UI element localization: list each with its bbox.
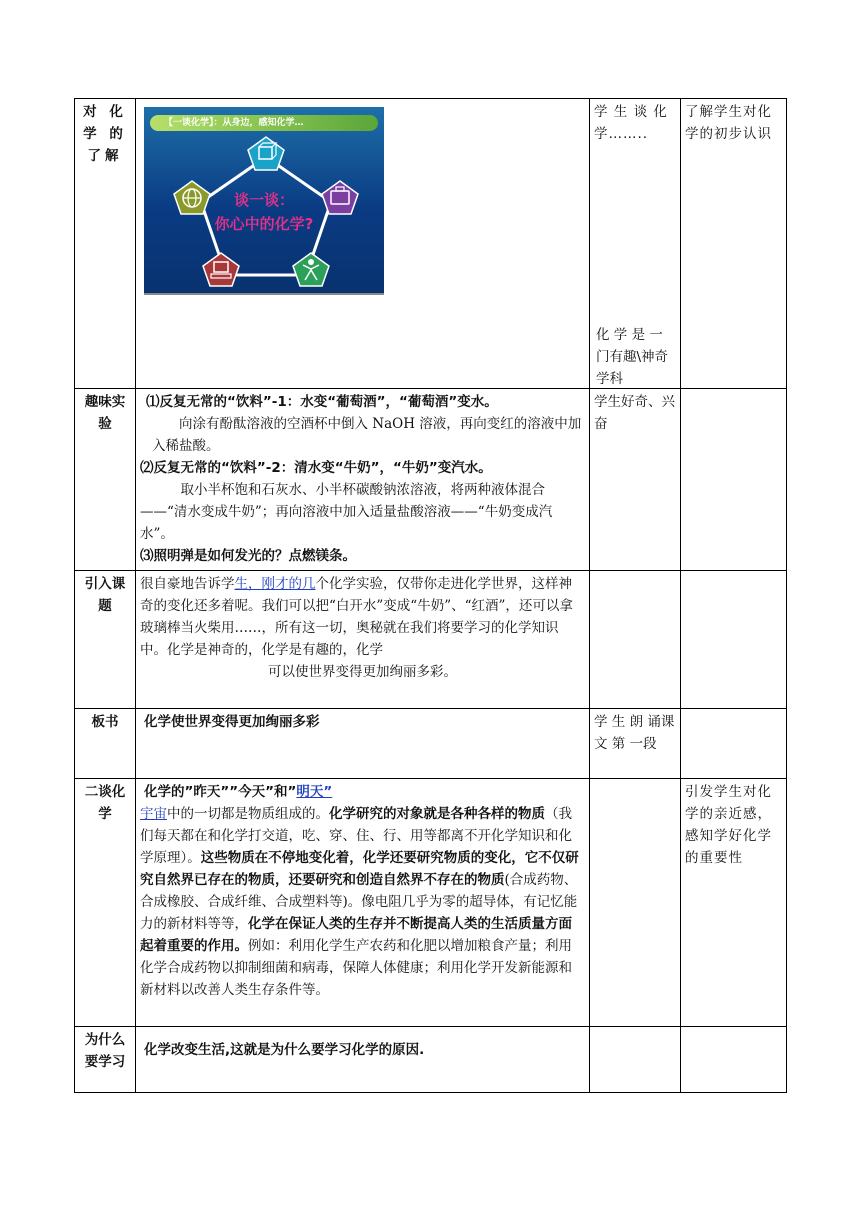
- design-purpose-cell: [681, 99, 787, 389]
- second-talk-seg5: (合成药物、合成橡胶、合成纤维、合成塑料等)。像电阻几乎为零的超导体，有记忆能力的新材料等等，: [140, 872, 578, 932]
- intro-text-a: 很自豪地告诉学: [140, 576, 235, 592]
- student-activity-cell: [590, 571, 681, 709]
- second-talk-title-link[interactable]: 明天”: [296, 784, 333, 800]
- experiment-cell: [136, 389, 590, 571]
- table-row: [75, 709, 787, 779]
- table-row: [75, 389, 787, 571]
- row-label: [75, 99, 136, 389]
- intro-paragraph: [140, 573, 585, 661]
- row-label-text: 对 化学 的了解: [83, 104, 127, 164]
- slide-image: [144, 107, 384, 295]
- student-activity-top: 学 生 谈 化学……..: [594, 104, 668, 142]
- second-talk-title-text: 化学的”昨天””今天”和”: [144, 784, 297, 800]
- row-label: [75, 779, 136, 1027]
- student-activity-text: 学生好奇、兴奋: [594, 394, 675, 432]
- blackboard-cell: [136, 709, 590, 779]
- student-activity-cell: [590, 1027, 681, 1093]
- slide-title-line2: 你心中的化学?: [214, 215, 314, 233]
- design-purpose-cell: [681, 709, 787, 779]
- table-row: [75, 1027, 787, 1093]
- design-purpose-cell: [681, 1027, 787, 1093]
- why-learn-cell: [136, 1027, 590, 1093]
- universe-link[interactable]: 宇宙: [140, 806, 167, 822]
- why-learn-text: 化学改变生活,这就是为什么要学习化学的原因.: [144, 1042, 425, 1058]
- second-talk-seg7: 例如：利用化学生产农药和化肥以增加粮食产量；利用化学合成药物以抑制细菌和病毒，保障人体健康；利用化学开发新能源和新材料以改善人类生存条件等。: [140, 938, 572, 998]
- student-activity-cell: [590, 99, 681, 389]
- experiment-2-body: 取小半杯饱和石灰水、小半杯碳酸钠浓溶液，将两种液体混合——“清水变成牛奶”；再向溶液中加入适量盐酸溶液——“牛奶变成汽水”。: [140, 482, 553, 542]
- row-label-text: 二谈化学: [84, 784, 126, 822]
- row-label: [75, 389, 136, 571]
- row-label-text: 板书: [91, 714, 119, 730]
- student-activity-cell: [590, 779, 681, 1027]
- lesson-plan-table: [74, 98, 787, 1093]
- student-activity-cell: [590, 389, 681, 571]
- student-activity-bottom: 化 学 是 一门有趣\神奇学科: [596, 327, 669, 387]
- intro-cell: [136, 571, 590, 709]
- row-label-text: 趣味实验: [84, 394, 126, 432]
- person-icon: [293, 253, 329, 286]
- design-purpose-text: 了解学生对化学的初步认识: [685, 104, 772, 142]
- table-row: [75, 571, 787, 709]
- cube-icon: [248, 137, 284, 170]
- second-talk-seg2: 化学研究的对象就是各种各样的物质: [329, 806, 545, 822]
- student-activity-text: 学 生 朗 诵课 文 第 一段: [594, 714, 675, 752]
- experiment-3-title: ⑶照明弹是如何发光的？点燃镁条。: [140, 548, 356, 564]
- second-talk-paragraph: [140, 803, 585, 1001]
- design-purpose-cell: [681, 571, 787, 709]
- slide-cell: [136, 99, 590, 389]
- intro-link[interactable]: 生，刚才的几: [234, 576, 316, 592]
- second-talk-seg6: 化学在保证人类的生存并不断提高人类的生活质量方面起着重要的作用。: [140, 916, 572, 954]
- slide-title-line1: 谈一谈：: [233, 191, 294, 209]
- design-purpose-text: 引发学生对化学的亲近感，感知学好化学的重要性: [685, 784, 772, 866]
- intro-text-c: 可以使世界变得更加绚丽多彩。: [268, 664, 457, 680]
- computer-icon: [203, 253, 239, 286]
- second-talk-seg1: 中的一切都是物质组成的。: [167, 806, 329, 822]
- row-label: [75, 571, 136, 709]
- row-label-text: 引入课题: [84, 576, 126, 614]
- row-label-text: 为什么要学习: [84, 1032, 126, 1070]
- intro-text-b: 个化学实验，仅带你走进化学世界，这样神奇的变化还多着呢。我们可以把“白开水”变成“牛奶”、“红酒”，还可以拿玻璃棒当火柴用……，所有这一切，奥秘就在我们将要学习的化学知识中。化学是神奇的，化学是有趣的，化学: [140, 576, 573, 658]
- design-purpose-cell: [681, 779, 787, 1027]
- second-talk-cell: [136, 779, 590, 1027]
- blackboard-text: 化学使世界变得更加绚丽多彩: [144, 714, 320, 730]
- row-label: [75, 709, 136, 779]
- second-talk-title: [140, 781, 585, 803]
- table-row: [75, 779, 787, 1027]
- student-activity-cell: [590, 709, 681, 779]
- table-row: [75, 99, 787, 389]
- design-purpose-cell: [681, 389, 787, 571]
- second-talk-seg3: （我们每天都在和化学打交道，吃、穿、住、行、用等都离不开化学知识和化学原理）。: [140, 806, 572, 866]
- slide-header-text: 【一谈化学】：从身边，感知化学…: [164, 118, 304, 128]
- row-label: [75, 1027, 136, 1093]
- experiment-1-body: 向涂有酚酞溶液的空酒杯中倒入 NaOH 溶液，再向变红的溶液中加入稀盐酸。: [152, 416, 582, 454]
- experiment-2-title: ⑵反复无常的“饮料”-2：清水变“牛奶”，“牛奶”变汽水。: [140, 460, 492, 476]
- experiment-1-title: ⑴反复无常的“饮料”-1：水变“葡萄酒”，“葡萄酒”变水。: [146, 394, 498, 410]
- second-talk-seg4: 这些物质在不停地变化着，化学还要研究物质的变化，它不仅研究自然界已存在的物质，还要研究和创造自然界不存在的物质: [140, 850, 579, 888]
